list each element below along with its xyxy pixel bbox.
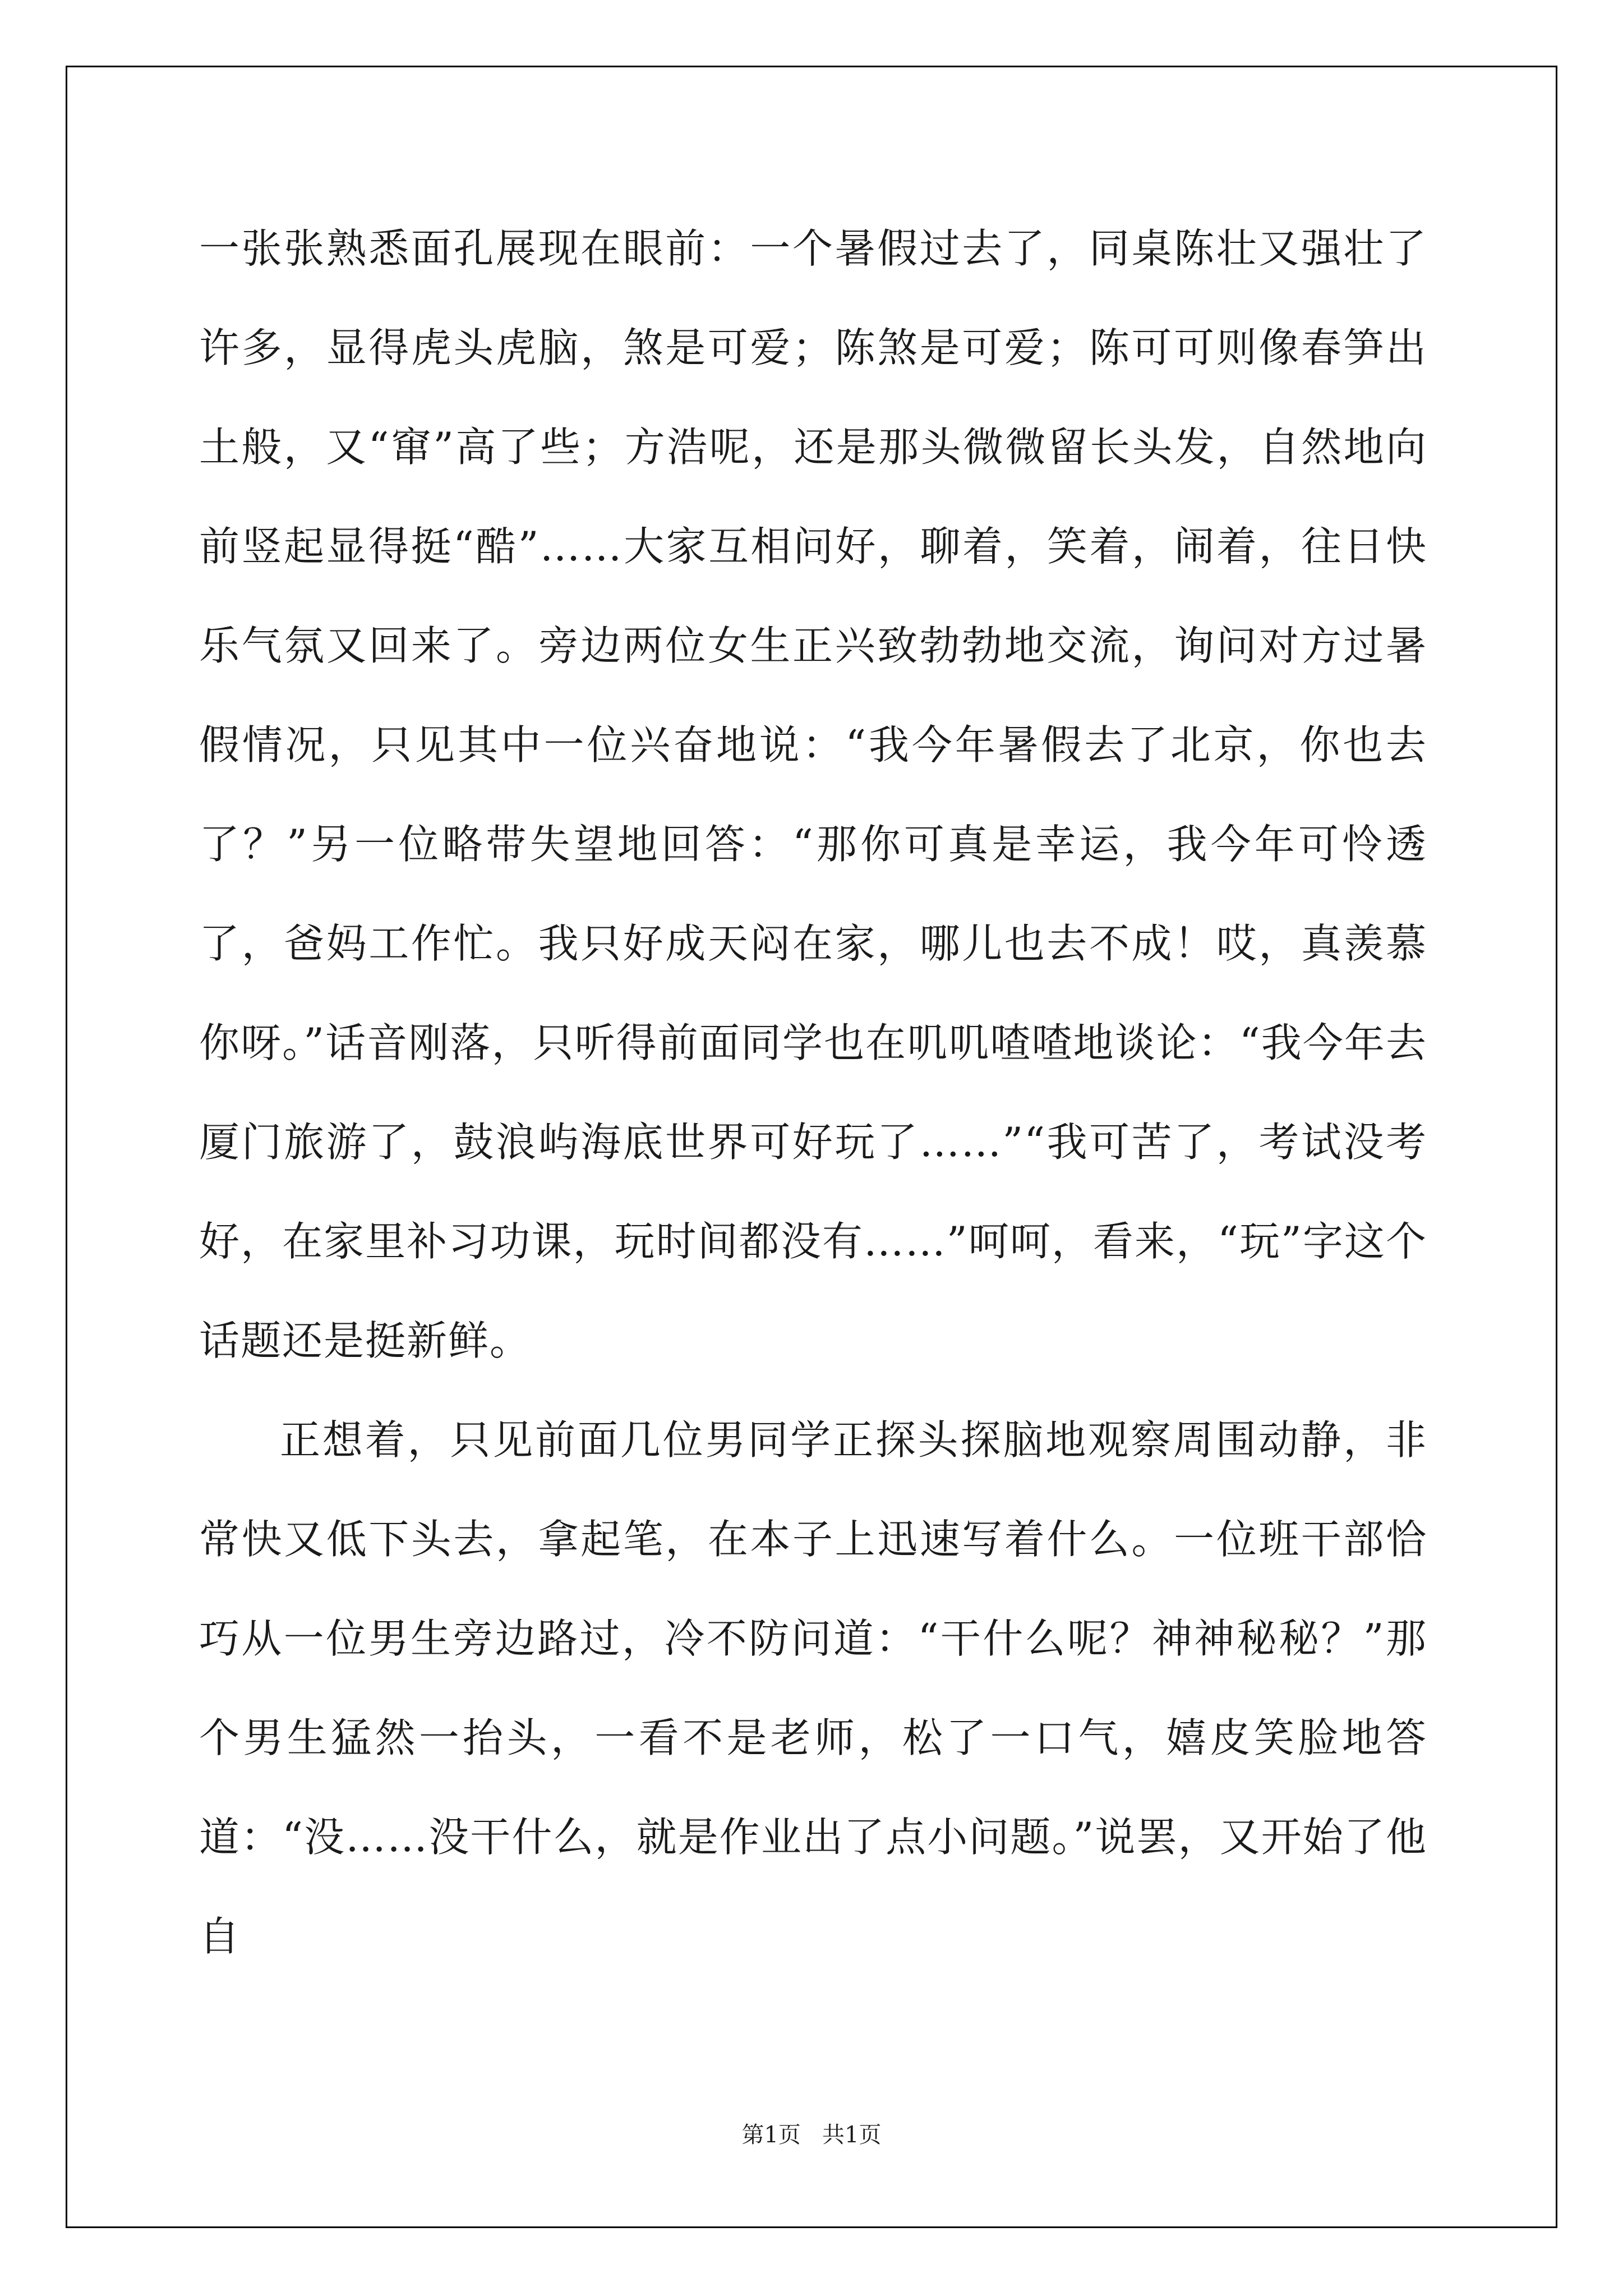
page-number-footer: 第1页 共1页	[741, 2122, 882, 2148]
document-body	[199, 199, 1427, 1986]
paragraph-2: 正想着，只见前面几位男同学正探头探脑地观察周围动静，非常快又低下头去，拿起笔，在本子上迅速写着什么。一位班干部恰巧从一位男生旁边路过，冷不防问道：“干什么呢？神神秘秘？”那个男生猛然一抬头，一看不是老师，松了一口气，嬉皮笑脸地答道：“没……没干什么，就是作业出了点小问题。”说罢，又开始了他自	[199, 1416, 1427, 1960]
paragraph-1: 一张张熟悉面孔展现在眼前：一个暑假过去了，同桌陈壮又强壮了许多，显得虎头虎脑，煞是可爱；陈煞是可爱；陈可可则像春笋出土般，又“窜”高了些；方浩呢，还是那头微微留长头发，自然地向前竖起显得挺“酷”……大家互相问好，聊着，笑着，闹着，往日快乐气氛又回来了。旁边两位女生正兴致勃勃地交流，询问对方过暑假情况，只见其中一位兴奋地说：“我今年暑假去了北京，你也去了？”另一位略带失望地回答：“那你可真是幸运，我今年可怜透了，爸妈工作忙。我只好成天闷在家，哪儿也去不成！哎，真羡慕你呀。”话音刚落，只听得前面同学也在叽叽喳喳地谈论：“我今年去厦门旅游了，鼓浪屿海底世界可好玩了……”“我可苦了，考试没考好，在家里补习功课，玩时间都没有……”呵呵，看来，“玩”字这个话题还是挺新鲜。	[199, 225, 1427, 1364]
